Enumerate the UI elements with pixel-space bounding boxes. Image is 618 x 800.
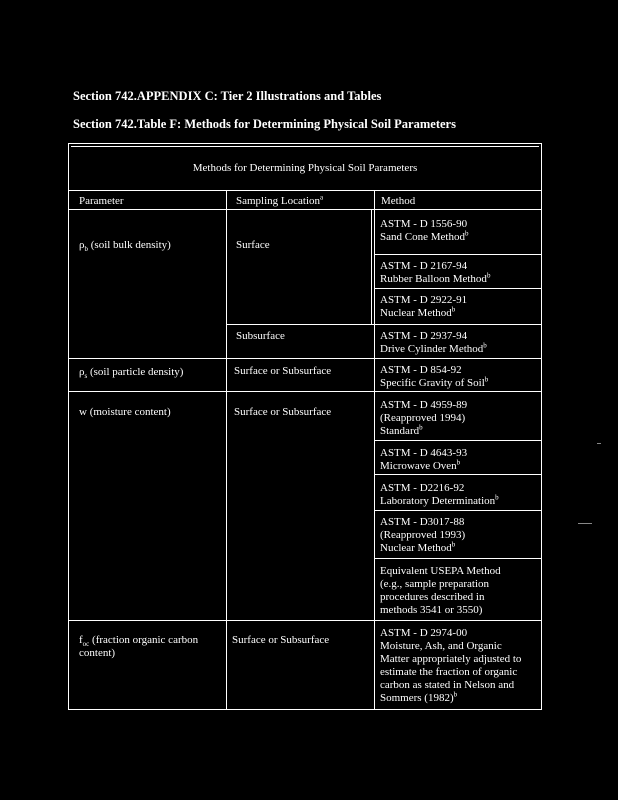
method-cell: ASTM - D2216-92 Laboratory Determination$^b$ — [380, 482, 499, 507]
rule-m3 — [226, 324, 541, 325]
rule-m9 — [374, 558, 541, 559]
param-particle-density: $\rho_s$ (soil particle density) — [79, 366, 184, 381]
title-rule — [69, 190, 541, 191]
col-rule-2b — [371, 210, 372, 324]
rule-m4 — [69, 358, 541, 359]
method-cell: ASTM - D 4959-89 (Reapproved 1994) Standard$^b$ — [380, 399, 468, 437]
method-cell: ASTM - D 2167-94 Rubber Balloon Method$^b$ — [380, 260, 491, 285]
scan-artifact — [597, 443, 601, 444]
method-cell: ASTM - D 1556-90 Sand Cone Method$^b$ — [380, 218, 469, 243]
method-cell: ASTM - D3017-88 (Reapproved 1993) Nuclear Method$^b$ — [380, 516, 466, 554]
rule-m1 — [374, 254, 541, 255]
rule-m2 — [374, 288, 541, 289]
header-parameter: Parameter — [79, 195, 124, 207]
header-method: Method — [381, 195, 416, 207]
header-sampling-location: Sampling Location$^a$ — [236, 193, 324, 207]
table-inner-top-rule — [71, 146, 539, 147]
location-moisture: Surface or Subsurface — [234, 406, 332, 418]
method-cell: ASTM - D 854-92 Specific Gravity of Soil$^b$ — [380, 364, 489, 389]
method-cell: Equivalent USEPA Method (e.g., sample preparation procedures described in methods 3541 or 3550) — [380, 565, 501, 616]
col-rule-1 — [226, 190, 227, 709]
rule-m8 — [374, 510, 541, 511]
method-cell: ASTM - D 2922-91 Nuclear Method$^b$ — [380, 294, 468, 319]
location-particle: Surface or Subsurface — [234, 365, 332, 377]
section-heading: Section 742.APPENDIX C: Tier 2 Illustrations and Tables — [73, 89, 382, 103]
scan-artifact — [578, 523, 592, 524]
param-moisture-content: w (moisture content) — [79, 406, 171, 418]
soil-parameters-table — [68, 143, 542, 710]
location-foc: Surface or Subsurface — [232, 634, 330, 646]
rule-m7 — [374, 474, 541, 475]
method-cell: ASTM - D 2974-00 Moisture, Ash, and Organic Matter appropriately adjusted to estimate the fraction of organic carbon as stated in Nelson and Sommers $(1982)^b$ — [380, 627, 522, 704]
method-cell: ASTM - D 4643-93 Microwave Oven$^b$ — [380, 447, 468, 472]
rule-m6 — [374, 440, 541, 441]
table-title: Methods for Determining Physical Soil Parameters — [192, 162, 418, 174]
param-bulk-density: $\rho_b$ (soil bulk density) — [79, 239, 171, 254]
method-cell: ASTM - D 2937-94 Drive Cylinder Method$^b$ — [380, 330, 487, 355]
param-foc: $f_{oc}$ (fraction organic carbon content) — [79, 634, 199, 659]
col-rule-2 — [374, 190, 375, 709]
header-rule — [69, 209, 541, 210]
table-heading: Section 742.Table F: Methods for Determining Physical Soil Parameters — [73, 117, 456, 131]
location-surface: Surface — [236, 239, 270, 251]
location-subsurface: Subsurface — [236, 330, 285, 342]
rule-m10 — [69, 620, 541, 621]
rule-m5 — [69, 391, 541, 392]
